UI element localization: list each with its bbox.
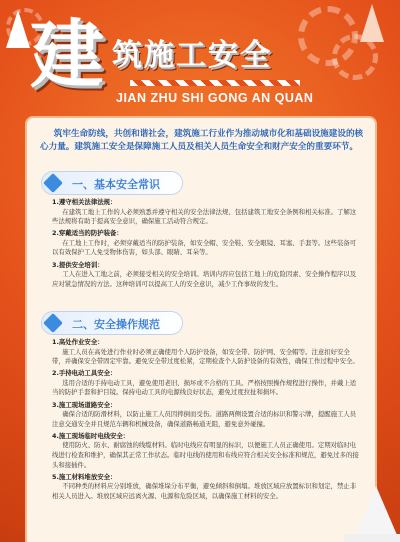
section-header-operations bbox=[42, 312, 182, 334]
item-heading: 5.施工材料堆放安全： bbox=[52, 472, 117, 481]
section-body-operations bbox=[52, 338, 362, 504]
page-title: 筑施工安全 bbox=[112, 38, 272, 73]
diamond-icon bbox=[42, 172, 64, 194]
diamond-icon bbox=[42, 312, 64, 334]
section-title: 一、基本安全常识 bbox=[72, 178, 160, 191]
item-heading: 3.提供安全培训： bbox=[52, 260, 104, 269]
title-pinyin: JIAN ZHU SHI GONG AN QUAN bbox=[116, 91, 314, 105]
item-text: 不同种类的材料应分别堆放，确保堆垛分布平衡，避免倾斜和倒塌。堆放区域应放置标识和划定，禁止非相关人员进入。堆放区域应远离火源、电源和危险区域，以确保施工材料的安全。 bbox=[52, 482, 357, 500]
item-heading: 2.手持电动工具安全： bbox=[52, 369, 117, 378]
item-text: 确保合适的防滑材料，以防止施工人员因摔倒而受伤。道路两侧设置合适的标识和警示牌，提醒施工人员注意交通安全并且规范车辆和机械设备，确保道路畅通无阻，避免意外碰撞。 bbox=[52, 410, 357, 428]
item-text: 在建筑工地上工作的人必须熟悉并遵守相关的安全法律法规、包括建筑工地安全条例和相关标准。了解这些法规将有助于提高安全意识，确保施工活动符合规定。 bbox=[52, 207, 357, 226]
section-header-basic bbox=[42, 172, 182, 194]
item-heading: 2.穿戴适当的防护装备： bbox=[52, 229, 123, 238]
header-banner bbox=[0, 0, 400, 118]
section-title: 二、安全操作规范 bbox=[72, 318, 160, 331]
item-text: 使用防火、防水、耐腐蚀的线缆材料。临时电线应有明显的标识，以便施工人员正确使用。定期对临时电线进行检查和维护，确保其正常工作状态。临时电线的使用和布线应符合相关安全标准和规范，避免过多的接头和接插件。 bbox=[52, 441, 359, 469]
intro-paragraph: 筑牢生命防线，共创和谐社会，建筑施工行业作为推动城市化和基础设施建设的核心力量。建筑施工安全是保障施工人员及相关人员生命安全和财产安全的重要环节。 bbox=[40, 129, 364, 152]
item-heading: 1.遵守相关法律法规： bbox=[52, 198, 117, 206]
hazard-stripe bbox=[130, 80, 300, 86]
title-big-character: 建 bbox=[30, 12, 104, 98]
section-body-basic bbox=[52, 198, 362, 292]
item-heading: 3.施工现场道路安全： bbox=[52, 400, 117, 409]
item-text: 在工地上工作时，必须穿戴适当的防护装备，如安全帽、安全鞋、安全眼镜、耳塞、手套等。这些装备可以有效保护工人免受物体伤害，如头部、眼睛、耳朵等。 bbox=[52, 238, 357, 257]
traffic-cone-icon bbox=[6, 10, 30, 48]
item-text: 工人在进入工地之前，必须接受相关的安全培训。培训内容应包括工地上的危险因素、安全操作程序以及应对紧急情况的方法。这种培训可以提高工人的安全意识，减少工作事故的发生。 bbox=[52, 270, 357, 288]
item-text: 选用合适的手持电动工具，避免使用老旧、损坏或不合格的工具。严格按照操作规程进行操作，并戴上适当的防护手套和护目镜。保持电动工具的电源线良好状态，避免过度拉扯和损坏。 bbox=[52, 378, 357, 397]
item-heading: 4.施工现场临时电线安全： bbox=[52, 431, 130, 440]
item-text: 施工人员在高处进行作业时必须正确使用个人防护设备，如安全带、防护网、安全帽等。注意扣好安全带，并确保安全带固定牢靠。避免安全带过度松紧，定期检查个人防护设备的有效性，确保工作过程中安全。 bbox=[52, 347, 359, 366]
item-heading: 1.高处作业安全： bbox=[52, 338, 104, 346]
cone-base bbox=[344, 534, 400, 542]
traffic-cone-icon bbox=[360, 4, 384, 42]
